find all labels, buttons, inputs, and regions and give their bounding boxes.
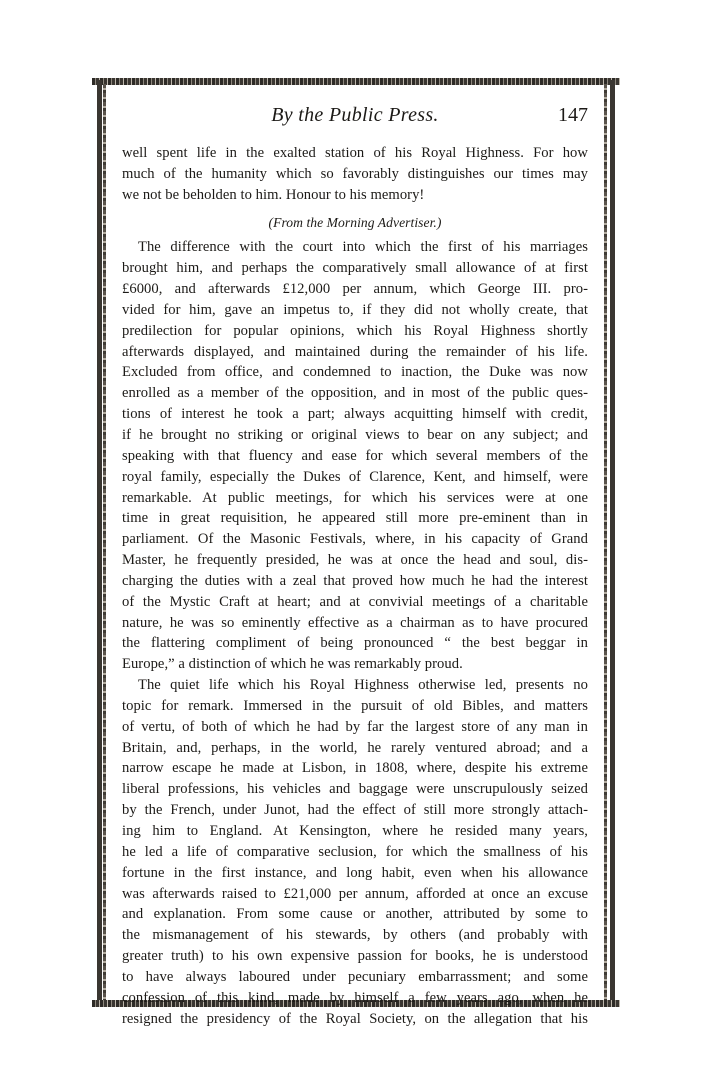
text-line: well spent life in the exalted station of his Royal Highness. For how [122, 145, 588, 161]
paragraph-1 [122, 143, 588, 206]
paragraph-3 [122, 675, 588, 1029]
text-line: predilection for popular opinions, which his Royal Highness shortly [122, 322, 588, 339]
running-head: By the Public Press. [271, 104, 439, 126]
page-header [122, 104, 588, 134]
text-line: charging the duties with a zeal that proved how much he had the interest [122, 572, 588, 589]
text-line: greater truth) to his own expensive passion for books, he is understood [122, 948, 588, 965]
text-line: vided for him, gave an impetus to, if they did not wholly create, that [122, 301, 588, 318]
text-line: Europe,” a distinction of which he was remarkably proud. [122, 656, 463, 673]
text-line: ing him to England. At Kensington, where he resided many years, [122, 823, 588, 839]
text-line: Master, he frequently presided, he was at once the head and soul, dis- [122, 552, 588, 569]
text-line: we not be beholden to him. Honour to his memory! [122, 186, 425, 203]
text-line: royal family, especially the Dukes of Clarence, Kent, and himself, were [122, 468, 588, 485]
right-border-ornament [604, 84, 607, 1002]
text-line: fortune in the first instance, and long habit, even when his allowance [122, 864, 588, 881]
text-line: The difference with the court into which the first of his marriages [138, 239, 588, 256]
text-line: speaking with that fluency and ease for which several members of the [122, 447, 588, 464]
text-line: topic for remark. Immersed in the pursuit of old Bibles, and matters [122, 697, 588, 714]
text-line: Excluded from office, and condemned to inaction, the Duke was now [122, 364, 588, 381]
text-line: of the Mystic Craft at heart; and at convivial meetings of a charitable [122, 593, 588, 610]
text-line: the mismanagement of his stewards, by others (and probably with [122, 927, 588, 944]
text-line: The quiet life which his Royal Highness otherwise led, presents no [138, 677, 588, 694]
text-line: afterwards displayed, and maintained during the remainder of his life. [122, 343, 588, 360]
text-line: nature, he was so eminently effective as a chairman as to have procured [122, 614, 588, 631]
text-line: by the French, under Junot, had the effect of still more strongly attach- [122, 802, 588, 819]
text-line: time in great requisition, he appeared still more pre-eminent than in [122, 510, 588, 527]
text-line: of vertu, of both of which he had by far the largest store of any man in [122, 718, 588, 735]
text-line: tions of interest he took a part; always acquitting himself with credit, [122, 406, 588, 423]
text-line: resigned the presidency of the Royal Society, on the allegation that his [122, 1010, 588, 1027]
page-number: 147 [558, 104, 588, 126]
text-line: much of the humanity which so favorably distinguishes our times may [122, 165, 588, 182]
paragraph-2 [122, 237, 588, 675]
text-line: brought him, and perhaps the comparatively small allowance of at first [122, 260, 588, 277]
text-line: enrolled as a member of the opposition, and in most of the public ques- [122, 385, 588, 402]
text-line: narrow escape he made at Lisbon, in 1808, where, despite his extreme [122, 760, 588, 777]
text-line: to have always laboured under pecuniary embarrassment; and some [122, 968, 588, 985]
text-line: Britain, and, perhaps, in the world, he rarely ventured abroad; and a [122, 739, 588, 756]
text-line: remarkable. At public meetings, for which his services were at one [122, 489, 588, 506]
text-line: the flattering compliment of being pronounced “ the best beggar in [122, 635, 588, 652]
source-attribution: (From the Morning Advertiser.) [268, 214, 442, 230]
text-line: if he brought no striking or original views to bear on any subject; and [122, 426, 588, 443]
text-line: liberal professions, his vehicles and baggage were unscrupulously seized [122, 781, 588, 798]
text-line: was afterwards raised to £21,000 per annum, afforded at once an excuse [122, 885, 588, 902]
text-line: confession of this kind, made by himself a few years ago, when he [122, 989, 588, 1006]
text-line: he led a life of comparative seclusion, for which the smallness of his [122, 843, 588, 860]
text-line: and explanation. From some cause or another, attributed by some to [122, 906, 588, 923]
left-border-ornament [103, 84, 106, 1002]
body-text [122, 143, 588, 1029]
text-line: parliament. Of the Masonic Festivals, where, in his capacity of Grand [122, 531, 588, 548]
text-line: £6000, and afterwards £12,000 per annum, which George III. pro- [122, 281, 588, 298]
